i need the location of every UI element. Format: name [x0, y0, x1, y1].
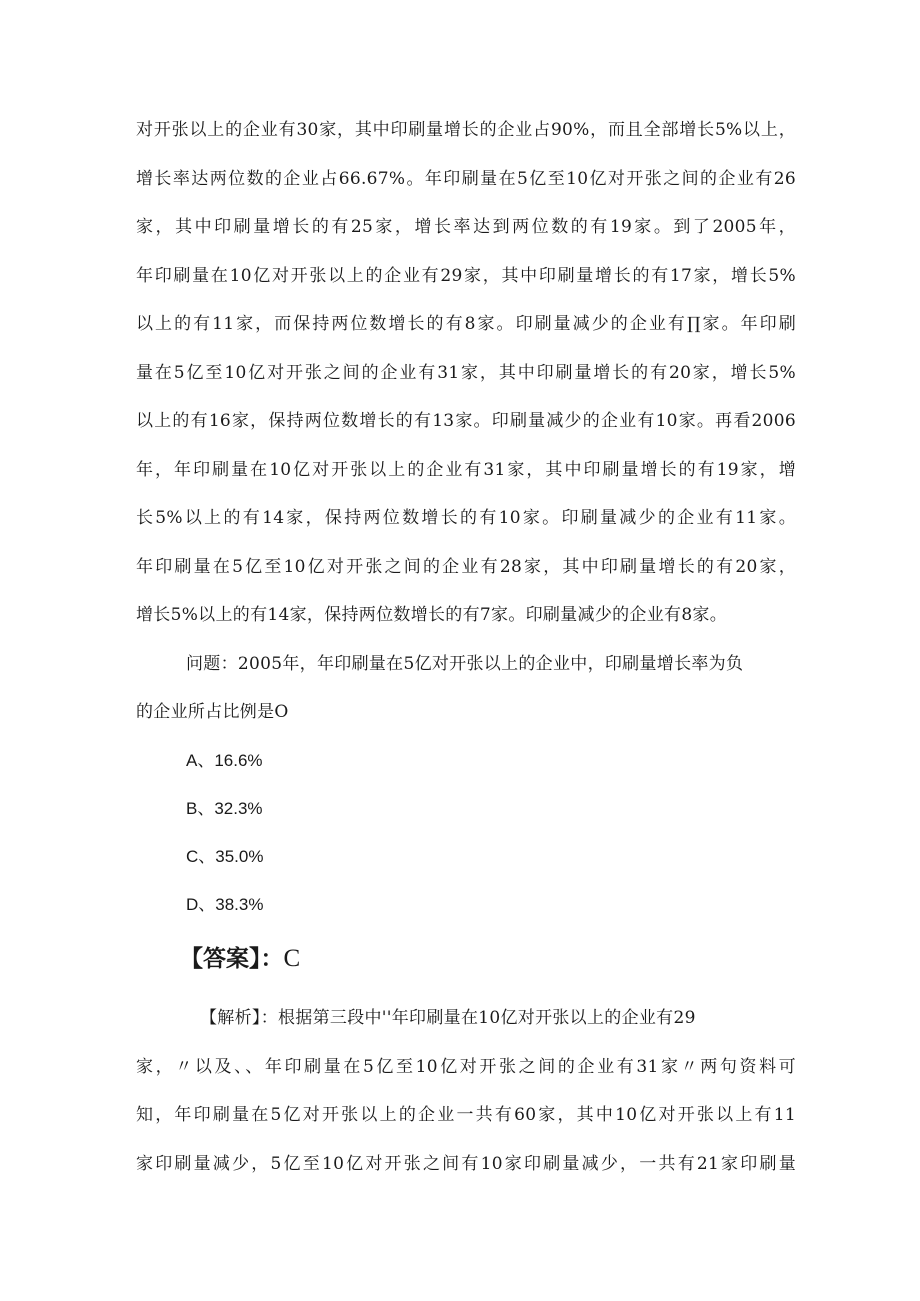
passage-line: 年印刷量在10亿对开张以上的企业有29家，其中印刷量增长的有17家，增长5%: [136, 266, 796, 286]
answer-value: C: [283, 945, 301, 972]
passage-line: 年，年印刷量在10亿对开张以上的企业有31家，其中印刷量增长的有19家，增: [136, 460, 796, 480]
option-d: D、38.3%: [186, 895, 264, 914]
question-text: 问题：2005年，年印刷量在5亿对开张以上的企业中，印刷量增长率为负: [186, 654, 744, 674]
passage-line: 以上的有11家，而保持两位数增长的有8家。印刷量减少的企业有∏家。年印刷: [136, 314, 796, 334]
analysis-line: 知，年印刷量在5亿对开张以上的企业一共有60家，其中10亿对开张以上有11: [136, 1105, 796, 1125]
analysis-line: 【解析】：根据第三段中''年印刷量在10亿对开张以上的企业有29: [200, 1008, 696, 1028]
answer-label: 【答案】：: [180, 945, 284, 972]
question-text-continued: 的企业所占比例是O: [136, 702, 289, 722]
answer: [180, 944, 300, 974]
analysis-line: 家印刷量减少，5亿至10亿对开张之间有10家印刷量减少，一共有21家印刷量: [136, 1154, 796, 1174]
passage-line: 增长5%以上的有14家，保持两位数增长的有7家。印刷量减少的企业有8家。: [136, 605, 728, 625]
passage-line: 长5%以上的有14家，保持两位数增长的有10家。印刷量减少的企业有11家。: [136, 508, 796, 528]
option-c: C、35.0%: [186, 847, 264, 866]
analysis-line: 家，〃以及、、年印刷量在5亿至10亿对开张之间的企业有31家〃两句资料可: [136, 1057, 796, 1077]
passage-line: 对开张以上的企业有30家，其中印刷量增长的企业占90%，而且全部增长5%以上，: [136, 120, 796, 140]
option-a: A、16.6%: [186, 751, 263, 770]
passage-line: 家，其中印刷量增长的有25家，增长率达到两位数的有19家。到了2005年，: [136, 217, 796, 237]
option-b: B、32.3%: [186, 799, 263, 818]
passage-line: 以上的有16家，保持两位数增长的有13家。印刷量减少的企业有10家。再看2006: [136, 411, 796, 431]
passage-line: 年印刷量在5亿至10亿对开张之间的企业有28家，其中印刷量增长的有20家，: [136, 557, 796, 577]
passage-line: 量在5亿至10亿对开张之间的企业有31家，其中印刷量增长的有20家，增长5%: [136, 363, 796, 383]
passage-line: 增长率达两位数的企业占66.67%。年印刷量在5亿至10亿对开张之间的企业有26: [136, 169, 796, 189]
